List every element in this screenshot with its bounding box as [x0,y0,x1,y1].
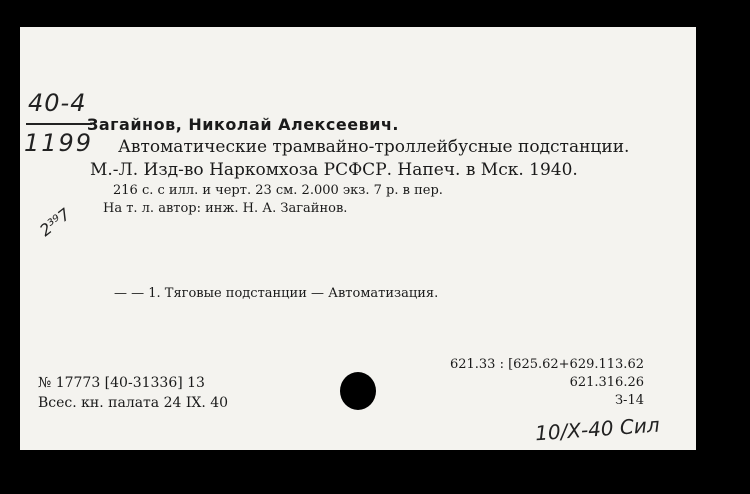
handwritten-date: 10/Х-40 Сил [534,412,661,446]
udc-line-2: 621.316.26 [569,375,644,390]
author-heading: Загайнов, Николай Алексеевич. [87,115,399,134]
udc-line-3: З-14 [614,393,644,408]
record-number: № 17773 [40-31336] 13 [38,375,205,391]
call-number-bottom: 1199 [24,129,94,157]
book-chamber-line: Всес. кн. палата 24 IX. 40 [38,395,229,411]
author-note: На т. л. автор: инж. Н. А. Загайнов. [103,201,348,216]
call-number-top: 40-4 [28,89,87,117]
handwritten-margin-marks: 2³⁹7 [36,204,74,240]
collation-line: 216 с. с илл. и черт. 23 см. 2.000 экз. 7 р. в пер. [113,183,443,198]
title-line-1: Автоматические трамвайно-троллейбусные подстанции. [118,137,630,157]
subject-heading: — — 1. Тяговые подстанции — Автоматизация. [114,286,439,301]
catalog-card [20,27,696,450]
udc-line-1: 621.33 : [625.62+629.113.62 [449,357,644,372]
call-number-rule [26,123,92,125]
title-line-2: М.-Л. Изд-во Наркомхоза РСФСР. Напеч. в Мск. 1940. [90,160,578,180]
punch-hole [340,372,376,410]
